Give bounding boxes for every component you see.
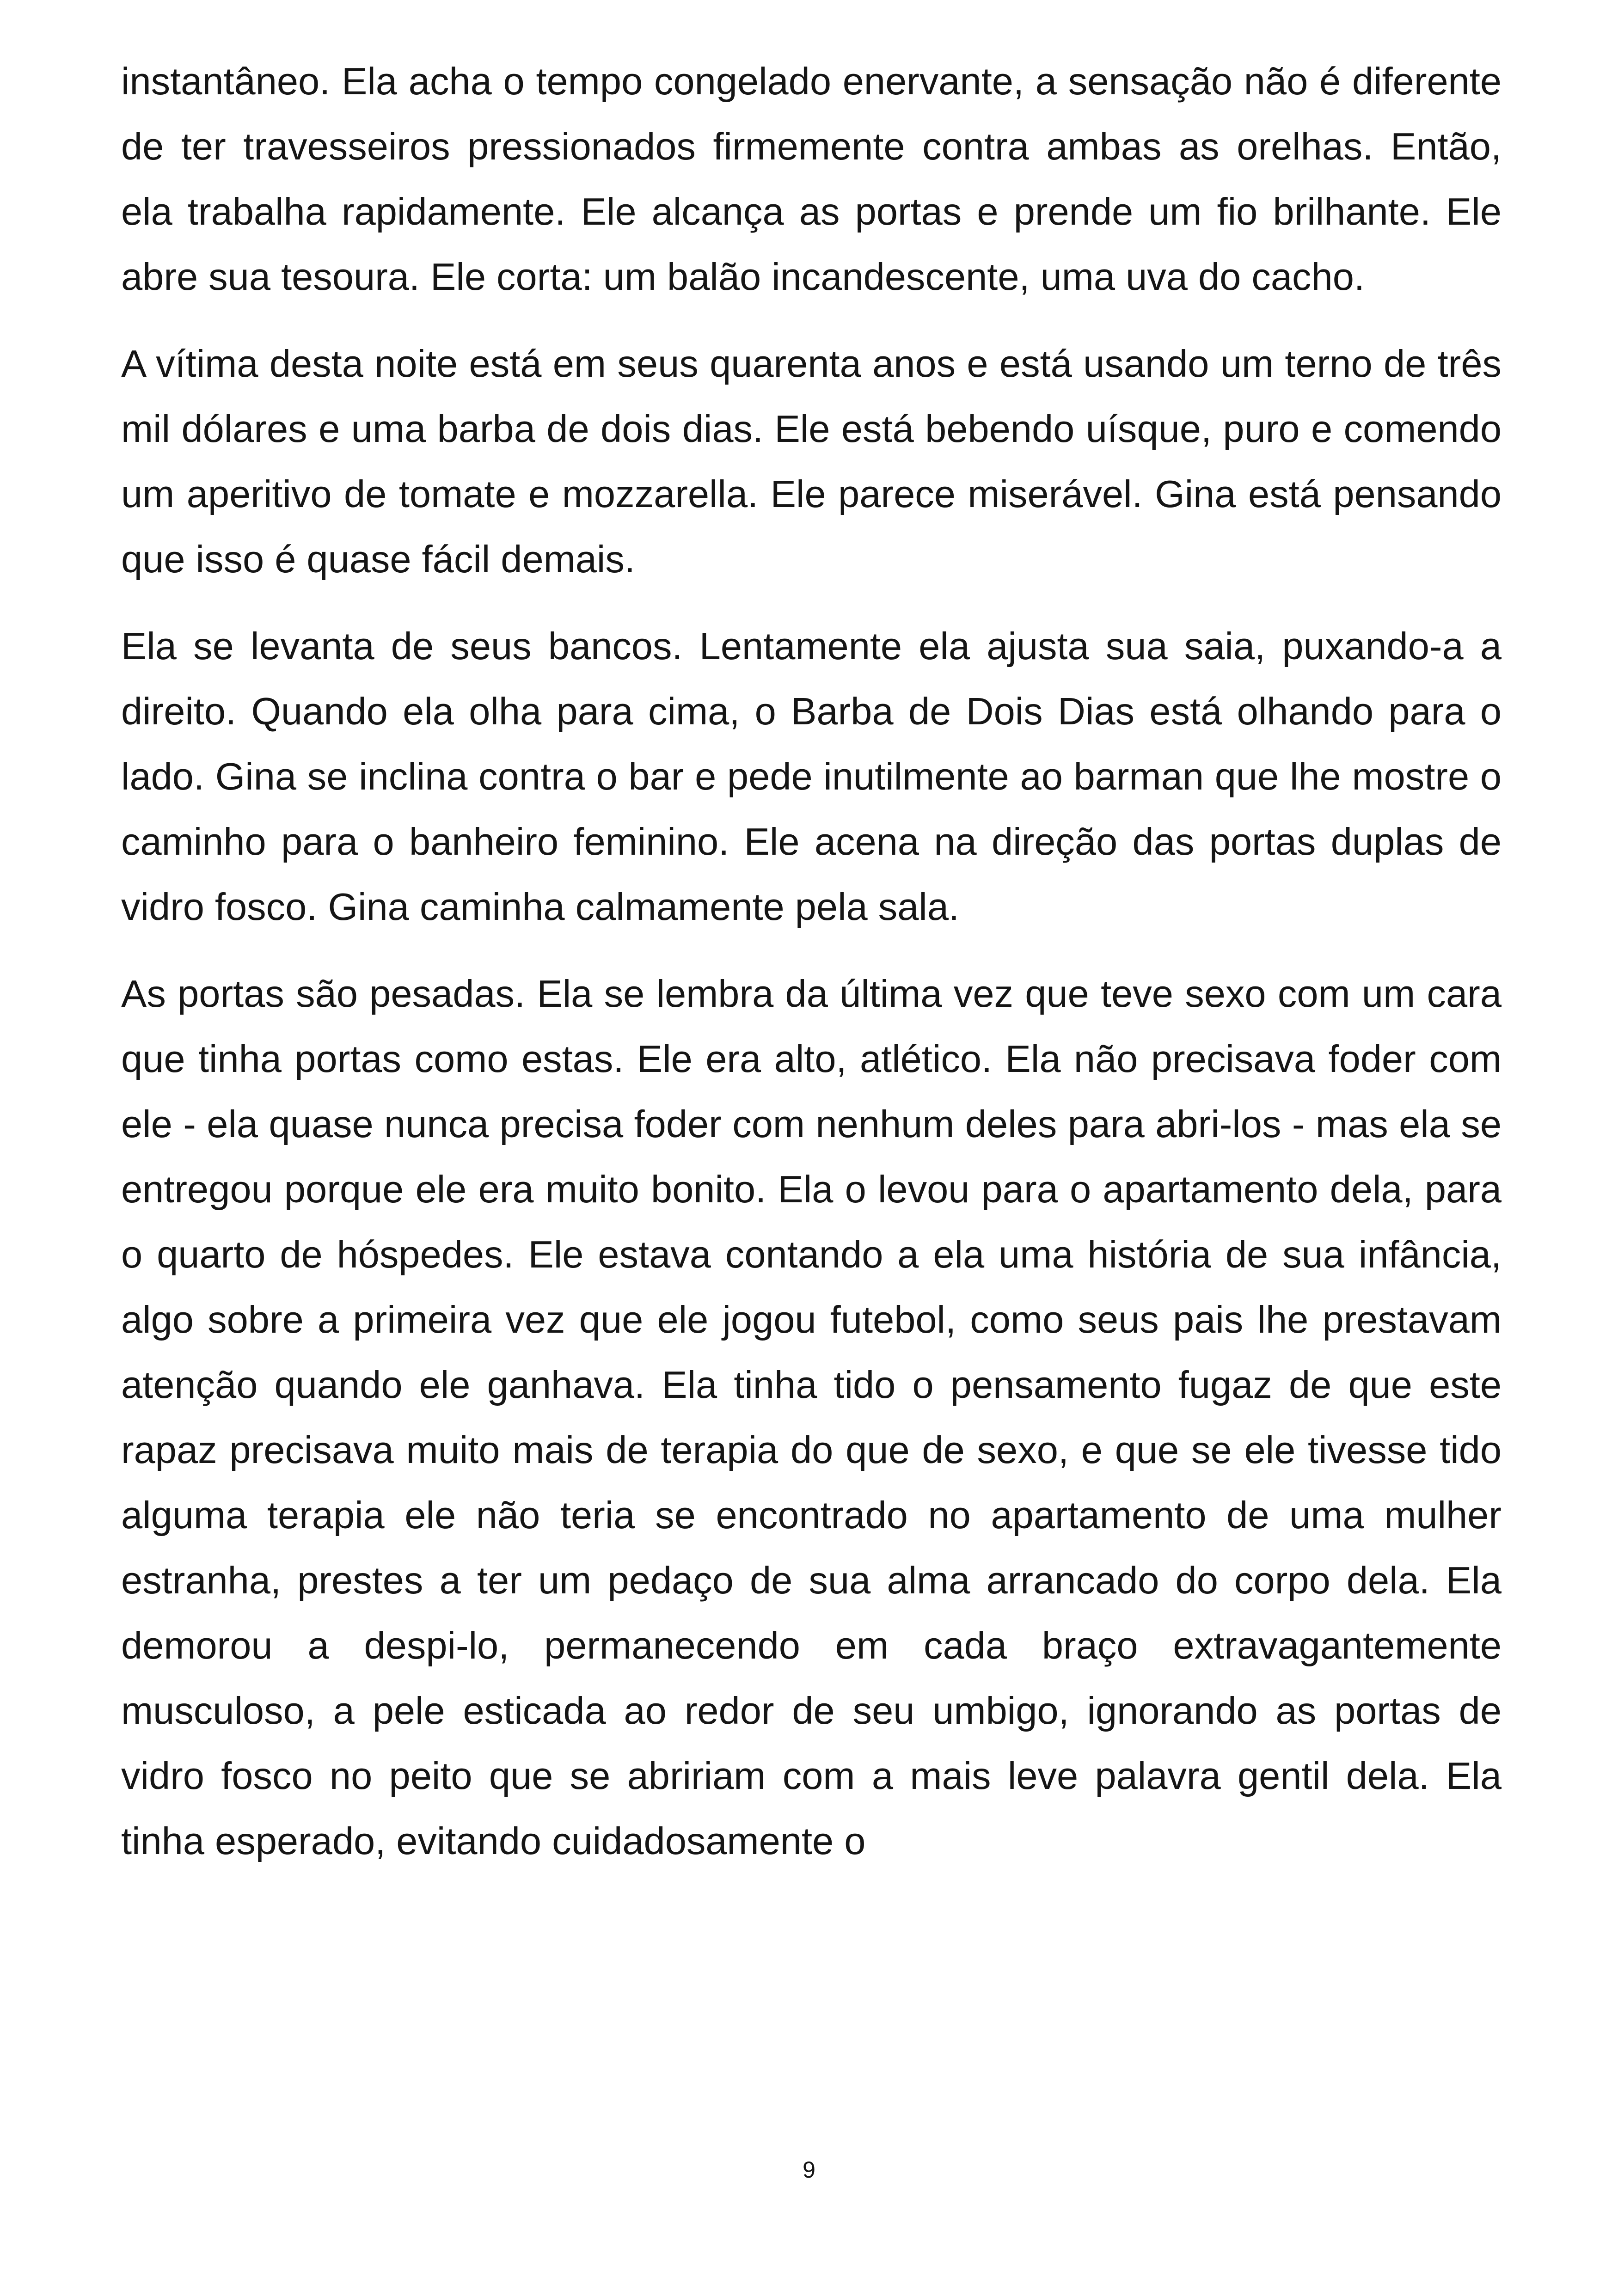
paragraph-3: Ela se levanta de seus bancos. Lentamente ela ajusta sua saia, puxando-a a direito. Quando ela olha para cima, o Barba de Dois Dias está olhando para o lado. Gina se inclina contra o bar e pede inutilmente ao barman que lhe mostre o caminho para o banheiro feminino. Ele acena na direção das portas duplas de vidro fosco. Gina caminha calmamente pela sala.	[121, 625, 1502, 928]
page-body	[121, 49, 1502, 1895]
paragraph-1: instantâneo. Ela acha o tempo congelado enervante, a sensação não é diferente de ter travesseiros pressionados firmemente contra ambas as orelhas. Então, ela trabalha rapidamente. Ele alcança as portas e prende um fio brilhante. Ele abre sua tesoura. Ele corta: um balão incandescente, uma uva do cacho.	[121, 60, 1502, 298]
paragraph-2: A vítima desta noite está em seus quarenta anos e está usando um terno de três mil dólares e uma barba de dois dias. Ele está bebendo uísque, puro e comendo um aperitivo de tomate e mozzarella. Ele parece miserável. Gina está pensando que isso é quase fácil demais.	[121, 342, 1502, 581]
page-number: 9	[803, 2157, 815, 2183]
paragraph-4: As portas são pesadas. Ela se lembra da última vez que teve sexo com um cara que tinha portas como estas. Ele era alto, atlético. Ela não precisava foder com ele - ela quase nunca precisa foder com nenhum deles para abri-los - mas ela se entregou porque ele era muito bonito. Ela o levou para o apartamento dela, para o quarto de hóspedes. Ele estava contando a ela uma história de sua infância, algo sobre a primeira vez que ele jogou futebol, como seus pais lhe prestavam atenção quando ele ganhava. Ela tinha tido o pensamento fugaz de que este rapaz precisava muito mais de terapia do que de sexo, e que se ele tivesse tido alguma terapia ele não teria se encontrado no apartamento de uma mulher estranha, prestes a ter um pedaço de sua alma arrancado do corpo dela. Ela demorou a despi-lo, permanecendo em cada braço extravagantemente musculoso, a pele esticada ao redor de seu umbigo, ignorando as portas de vidro fosco no peito que se abririam com a mais leve palavra gentil dela. Ela tinha esperado, evitando cuidadosamente o	[121, 972, 1502, 1862]
